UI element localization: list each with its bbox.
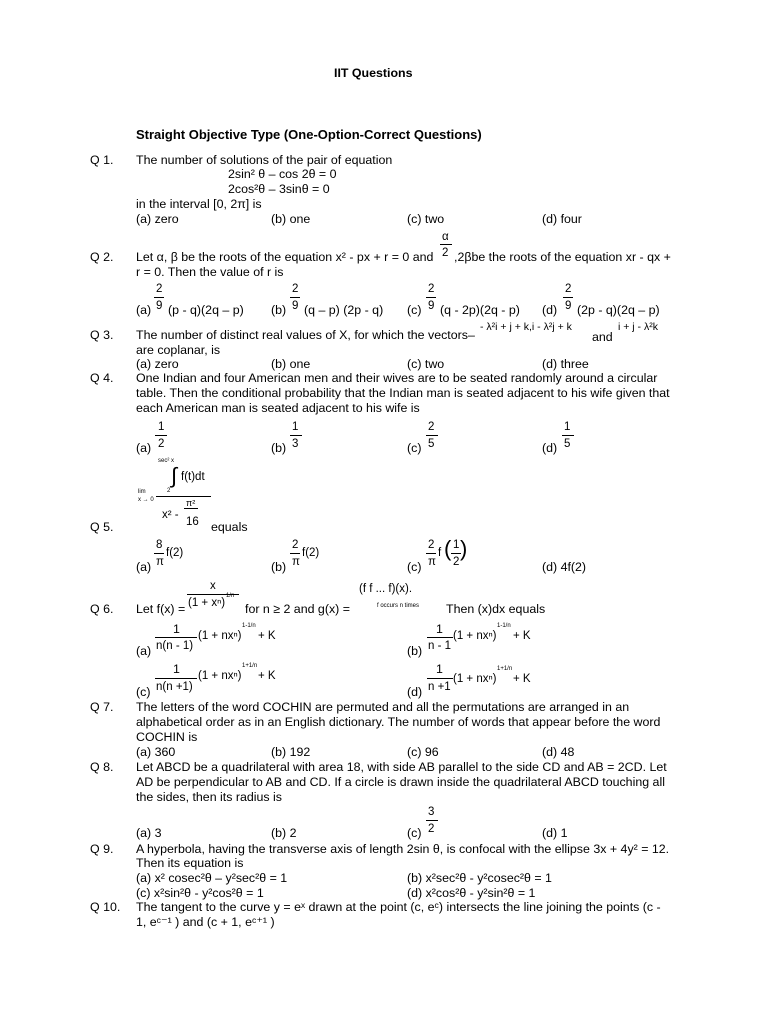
- option-b: (b) one: [271, 212, 311, 226]
- option-a-constant: + K: [258, 630, 276, 642]
- option-c-numerator: 3: [428, 806, 435, 818]
- option-b-constant: + K: [513, 630, 531, 642]
- option-b-label: (b): [271, 560, 287, 574]
- option-d-constant: + K: [513, 673, 531, 685]
- question-number: Q 3.: [90, 328, 114, 342]
- question-number: Q 10.: [90, 900, 121, 914]
- question-stem-line-2: alphabetical order as in an English dictionary. The number of words that appear before the word: [136, 715, 661, 729]
- option-c-numerator: 2: [428, 539, 435, 551]
- option-b-text: (q – p) (2p - q): [304, 303, 384, 317]
- option-a-function: f(2): [166, 547, 184, 559]
- option-c-denominator: n(n +1): [156, 681, 193, 693]
- question-stem-part-1: Let α, β be the roots of the equation x² - px + r = 0 and: [136, 250, 434, 264]
- option-b-function: f(2): [302, 547, 320, 559]
- option-b-exponent: 1-1/n: [497, 623, 511, 629]
- option-b-denominator: n - 1: [428, 640, 452, 652]
- option-c-denominator: 2: [428, 823, 435, 835]
- option-a-label: (a): [136, 303, 152, 317]
- option-d-label: (d): [542, 303, 558, 317]
- option-a-numerator: 1: [173, 622, 180, 636]
- fx-numerator: x: [210, 580, 216, 592]
- option-c-label: (c): [407, 560, 422, 574]
- option-a-denominator: π: [156, 556, 164, 568]
- option-a-text: (p - q)(2q – p): [168, 303, 244, 317]
- question-stem-part-2: ,2βbe the roots of the equation xr - qx +: [454, 250, 671, 264]
- left-paren: (: [444, 536, 452, 561]
- option-d: (d) 48: [542, 745, 575, 759]
- pi-squared: π²: [186, 498, 196, 508]
- option-b-expression: (1 + nxⁿ): [453, 630, 497, 642]
- option-a-label: (a): [136, 441, 152, 455]
- g-composition-subscript: f occurs n times: [377, 603, 420, 609]
- equation-2: 2cos²θ – 3sinθ = 0: [228, 182, 330, 196]
- option-c-function: f: [438, 547, 442, 559]
- question-stem-line-1: One Indian and four American men and their wives are to be seated randomly around a circular: [136, 371, 658, 385]
- question-stem: The number of solutions of the pair of equation: [136, 153, 393, 167]
- option-c-denominator: π: [428, 556, 436, 568]
- question-stem-line-1: The letters of the word COCHIN are permuted and all the permutations are arranged in an: [136, 700, 630, 714]
- integrand: f(t)dt: [181, 471, 205, 483]
- option-a-denominator: n(n - 1): [156, 640, 194, 652]
- question-number: Q 5.: [90, 520, 114, 534]
- option-c-inner-numerator: 1: [453, 539, 460, 551]
- question-number: Q 2.: [90, 250, 114, 264]
- interval-text: in the interval [0, 2π] is: [136, 197, 262, 211]
- question-stem-line-3: each American man is seated adjacent to his wife is: [136, 401, 420, 415]
- option-c: (c) 96: [407, 745, 439, 759]
- option-a: (a) zero: [136, 212, 179, 226]
- option-b-label: (b): [407, 644, 423, 658]
- fraction-numerator: 2: [156, 283, 163, 295]
- question-stem-line-3: the sides, then its radius is: [136, 790, 283, 804]
- option-c-text: (q - 2p)(2q - p): [440, 303, 520, 317]
- g-composition: (f f ... f)(x).: [359, 583, 413, 595]
- question-stem-line-1: Let ABCD be a quadrilateral with area 18, with side AB parallel to the side CD and AB = 2CD. Let: [136, 760, 667, 774]
- question-stem-line-1: The tangent to the curve y = eˣ drawn at the point (c, eᶜ) intersects the line joining the points (c -: [136, 900, 661, 914]
- option-d: (d) four: [542, 212, 582, 226]
- question-stem-line-2: are coplanar, is: [136, 343, 221, 357]
- fraction-denominator: 9: [428, 300, 435, 312]
- question-number: Q 6.: [90, 602, 114, 616]
- option-b: (b) one: [271, 357, 311, 371]
- option-b-numerator: 2: [292, 539, 299, 551]
- option-d-label: (d): [407, 685, 423, 699]
- question-number: Q 9.: [90, 842, 114, 856]
- option-c-exponent: 1+1/n: [242, 663, 258, 669]
- question-number: Q 7.: [90, 700, 114, 714]
- option-d-text: (2p - q)(2q – p): [577, 303, 660, 317]
- option-c: (c) two: [407, 357, 445, 371]
- option-d: (d) 4f(2): [542, 560, 587, 574]
- limit-subscript: x → 0: [138, 497, 154, 503]
- question-stem-line-2: AD be perpendicular to AB and CD. If a circle is drawn inside the quadrilateral ABCD touching all: [136, 775, 665, 789]
- fraction-numerator: 2: [565, 283, 572, 295]
- option-d-denominator: n +1: [428, 681, 451, 693]
- option-a-label: (a): [136, 560, 152, 574]
- denominator-x-squared: x² -: [162, 509, 179, 521]
- option-d-expression: (1 + nxⁿ): [453, 673, 497, 685]
- option-a-label: (a): [136, 644, 152, 658]
- question-number: Q 4.: [90, 371, 114, 385]
- integral-upper-limit: sec² x: [158, 458, 175, 464]
- option-a-exponent: 1-1/n: [242, 623, 256, 629]
- fraction-denominator: 9: [565, 300, 572, 312]
- question-stem-line-2: r = 0. Then the value of r is: [136, 265, 284, 279]
- vector-expression-2: i + j - λ²k: [618, 321, 658, 333]
- option-a-numerator: 1: [158, 421, 165, 433]
- question-stem-line-1: A hyperbola, having the transverse axis of length 2sin θ, is confocal with the ellipse 3x + 4y² = 12.: [136, 842, 670, 856]
- option-b: (b) x²sec²θ - y²cosec²θ = 1: [407, 871, 552, 885]
- option-a: (a) 3: [136, 826, 162, 840]
- option-c-numerator: 2: [428, 421, 435, 433]
- option-c-constant: + K: [258, 670, 276, 682]
- fx-denominator-exponent: 1/n: [226, 593, 235, 599]
- option-c-label: (c): [407, 303, 422, 317]
- option-b: (b) 192: [271, 745, 311, 759]
- condition-text: for n ≥ 2 and g(x) =: [245, 602, 350, 616]
- option-c-numerator: 1: [173, 662, 180, 676]
- fraction-denominator: 9: [156, 300, 163, 312]
- option-b: (b) 2: [271, 826, 297, 840]
- question-stem: The number of distinct real values of X, for which the vectors–: [136, 328, 475, 342]
- question-stem-line-3: COCHIN is: [136, 730, 198, 744]
- then-text: Then (x)dx equals: [446, 602, 546, 616]
- option-a-denominator: 2: [158, 438, 165, 450]
- question-stem-line-2: Then its equation is: [136, 856, 244, 870]
- option-c-label: (c): [407, 441, 422, 455]
- question-number: Q 1.: [90, 153, 114, 167]
- option-d-numerator: 1: [436, 662, 443, 676]
- option-b-numerator: 1: [436, 622, 443, 636]
- option-d: (d) three: [542, 357, 589, 371]
- fraction-numerator: 2: [428, 283, 435, 295]
- question-number: Q 8.: [90, 760, 114, 774]
- option-c: (c) x²sin²θ - y²cos²θ = 1: [136, 886, 264, 900]
- option-c-expression: (1 + nxⁿ): [198, 670, 242, 682]
- equals-text: equals: [211, 520, 248, 534]
- option-d-denominator: 5: [564, 438, 571, 450]
- fraction-numerator: 2: [292, 283, 299, 295]
- question-stem-line-2: table. Then the conditional probability that the Indian man is seated adjacent to his wife given that: [136, 386, 670, 400]
- denominator-sixteen: 16: [186, 516, 199, 528]
- vector-expression-1: - λ²i + j + k,i - λ²j + k: [480, 321, 572, 333]
- option-a-expression: (1 + nxⁿ): [198, 630, 242, 642]
- integral-sign: ∫: [171, 463, 178, 488]
- option-d: (d) 1: [542, 826, 568, 840]
- integral-lower-limit: 2: [167, 488, 171, 494]
- option-c-inner-denominator: 2: [453, 556, 460, 568]
- option-b-denominator: π: [292, 556, 300, 568]
- option-a: (a) 360: [136, 745, 176, 759]
- alpha-numerator: α: [442, 231, 449, 243]
- equation-1: 2sin² θ – cos 2θ = 0: [228, 167, 337, 181]
- question-stem-line-2: 1, eᶜ⁻¹ ) and (c + 1, eᶜ⁺¹ ): [136, 915, 275, 929]
- option-c-denominator: 5: [428, 438, 435, 450]
- option-b-denominator: 3: [292, 438, 299, 450]
- option-a: (a) x² cosec²θ – y²sec²θ = 1: [136, 871, 288, 885]
- right-paren: ): [460, 536, 468, 561]
- section-heading: Straight Objective Type (One-Option-Correct Questions): [136, 127, 482, 142]
- option-b-label: (b): [271, 303, 287, 317]
- limit-label: lim: [138, 489, 146, 495]
- option-b-label: (b): [271, 441, 287, 455]
- option-d-exponent: 1+1/n: [497, 666, 513, 672]
- option-c-label: (c): [136, 685, 151, 699]
- option-b-numerator: 1: [292, 421, 299, 433]
- option-d-label: (d): [542, 441, 558, 455]
- option-a: (a) zero: [136, 357, 179, 371]
- alpha-denominator: 2: [442, 247, 449, 259]
- fraction-denominator: 9: [292, 300, 299, 312]
- option-d-numerator: 1: [564, 421, 571, 433]
- option-a-numerator: 8: [156, 539, 163, 551]
- fx-label: Let f(x) =: [136, 602, 186, 616]
- option-c-label: (c): [407, 826, 422, 840]
- option-c: (c) two: [407, 212, 445, 226]
- and-text: and: [592, 330, 613, 344]
- fx-denominator: (1 + xⁿ): [188, 597, 226, 609]
- page-title: IIT Questions: [334, 66, 413, 80]
- option-d: (d) x²cos²θ - y²sin²θ = 1: [407, 886, 536, 900]
